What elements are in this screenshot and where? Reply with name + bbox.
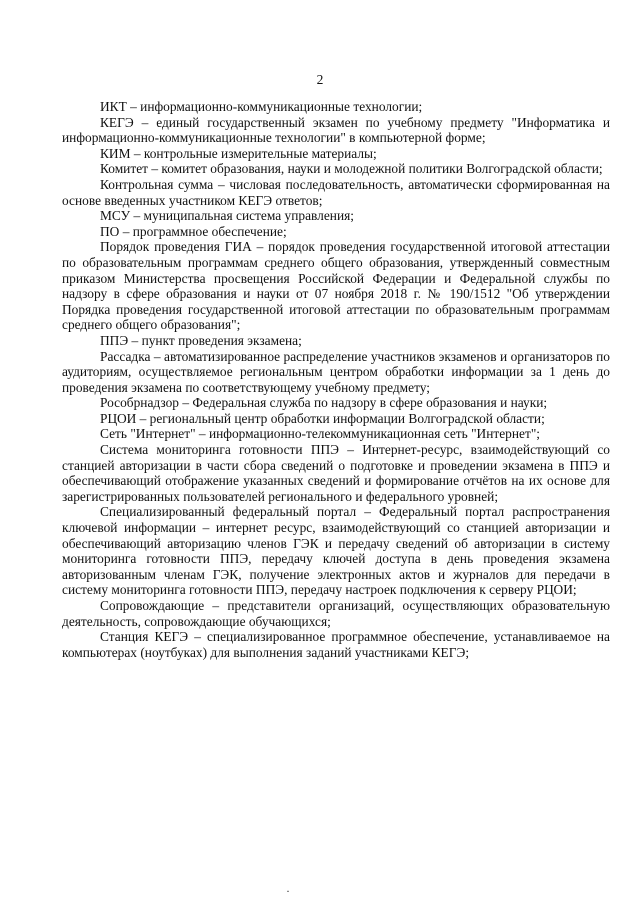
definition-escorts: Сопровождающие – представители организаций, осуществляющих образовательную деятельность, сопровождающие обучающихся; [62,598,610,629]
definition-po: ПО – программное обеспечение; [100,223,287,239]
definition-rcoi: РЦОИ – региональный центр обработки информации Волгоградской области; [100,410,545,426]
definition-ppe: ППЭ – пункт проведения экзамена; [100,332,302,348]
definition-monitoring-system: Система мониторинга готовности ППЭ – Интернет-ресурс, взаимодействующий со станцией авторизации в части сбора сведений о подготовке и проведении экзамена в ППЭ и обеспечивающий отображение указанных сведений и формирование отчётов на их основе для зарегистрированных пользователей регионального и федерального уровней; [62,442,610,504]
definition-seating: Рассадка – автоматизированное распределение участников экзаменов и организаторов по аудиториям, осуществляемое региональным центром обработки информации за 1 день до проведения экзамена по соответствующему учебному предмету; [62,348,610,395]
definition-komitet: Комитет – комитет образования, науки и молодежной политики Волгоградской области; [100,161,603,177]
definition-internet: Сеть "Интернет" – информационно-телекоммуникационная сеть "Интернет"; [100,426,541,442]
scan-mark: · [286,884,290,898]
definition-kege: КЕГЭ – единый государственный экзамен по учебному предмету "Информатика и информационно-коммуникационные технологии" в компьютерной форме; [62,114,610,146]
definition-gia-procedure: Порядок проведения ГИА – порядок проведения государственной итоговой аттестации по образовательным программам среднего общего образования, утвержденный совместным приказом Министерства просвещения Российской Федерации и Федеральной службы по надзору в сфере образования и науки от 07 ноября 2018 г. № 190/1512 "Об утверждении Порядка проведения государственной итоговой аттестации по образовательным программам среднего общего образования"; [62,239,610,333]
definitions-list [62,99,610,660]
definition-rosobrnadzor: Рособрнадзор – Федеральная служба по надзору в сфере образования и науки; [100,395,548,411]
definition-msu: МСУ – муниципальная система управления; [100,208,355,224]
definition-control-sum: Контрольная сумма – числовая последовательность, автоматически сформированная на основе введенных участником КЕГЭ ответов; [62,176,610,208]
definition-federal-portal: Специализированный федеральный портал – Федеральный портал распространения ключевой информации – интернет ресурс, взаимодействующий со станцией авторизации и обеспечивающий авторизацию членов ГЭК и передачу сведений об авторизации в систему мониторинга готовности ППЭ, передачу ключей доступа в день проведения экзамена авторизованным членам ГЭК, получение электронных актов и журналов для передачи в систему мониторинга готовности ППЭ, передачу настроек подключения к серверу РЦОИ; [62,504,610,598]
definition-kim: КИМ – контрольные измерительные материалы; [100,145,377,161]
definition-kege-station: Станция КЕГЭ – специализированное программное обеспечение, устанавливаемое на компьютерах (ноутбуках) для выполнения заданий участниками КЕГЭ; [62,629,610,660]
definition-ikt: ИКТ – информационно-коммуникационные технологии; [100,99,423,114]
page-number: 2 [316,72,324,87]
